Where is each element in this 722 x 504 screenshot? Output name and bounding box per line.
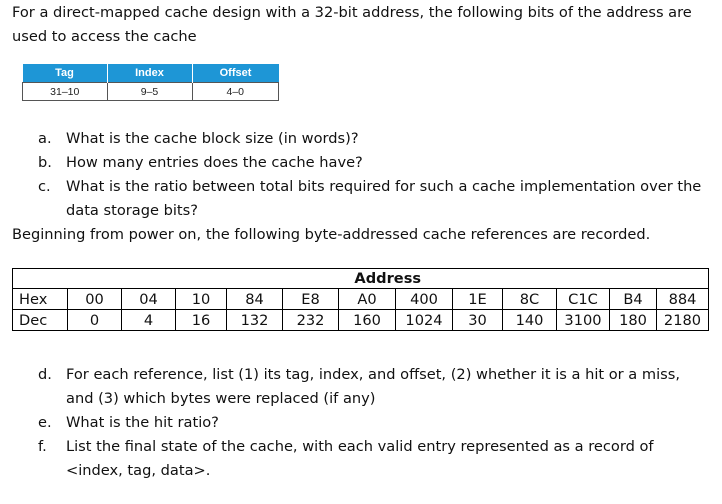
dec-cell: 4 (122, 310, 176, 331)
hex-cell: 8C (503, 289, 557, 310)
question-text: What is the hit ratio? (66, 414, 219, 431)
dec-cell: 0 (68, 310, 122, 331)
address-title: Address (68, 269, 709, 289)
bit-field-header-row (23, 64, 279, 83)
dec-cell: 1024 (396, 310, 453, 331)
hex-cell: 84 (227, 289, 283, 310)
question-letter: a. (38, 130, 52, 147)
index-header: Index (107, 64, 192, 83)
dec-cell: 232 (283, 310, 339, 331)
dec-cell: 3100 (557, 310, 610, 331)
dec-cell: 132 (227, 310, 283, 331)
dec-cell: 160 (339, 310, 396, 331)
hex-row (13, 289, 709, 310)
hex-cell: 1E (453, 289, 503, 310)
hex-cell: A0 (339, 289, 396, 310)
address-table (12, 268, 709, 331)
intro-paragraph: For a direct-mapped cache design with a 32-bit address, the following bits of the address are used to access the cache (12, 4, 692, 45)
dec-cell: 16 (176, 310, 227, 331)
question-c (38, 175, 708, 223)
question-text: What is the ratio between total bits required for such a cache implementation over the data storage bits? (66, 178, 702, 219)
bit-field-value-row (23, 83, 279, 101)
hex-cell: 400 (396, 289, 453, 310)
question-f (38, 435, 710, 483)
hex-cell: 10 (176, 289, 227, 310)
dec-row (13, 310, 709, 331)
question-letter: e. (38, 414, 52, 431)
hex-cell: 884 (657, 289, 709, 310)
tag-bits: 31–10 (23, 83, 108, 101)
question-letter: c. (38, 178, 51, 195)
hex-cell: B4 (610, 289, 657, 310)
dec-cell: 140 (503, 310, 557, 331)
hex-cell: 04 (122, 289, 176, 310)
tag-header: Tag (23, 64, 108, 83)
row-label: Hex (13, 289, 68, 310)
offset-header: Offset (192, 64, 279, 83)
question-list-def (38, 363, 710, 483)
offset-bits: 4–0 (192, 83, 279, 101)
question-text: For each reference, list (1) its tag, index, and offset, (2) whether it is a hit or a miss, and (3) which bytes were replaced (if any) (66, 366, 680, 407)
question-e (38, 411, 710, 435)
dec-cell: 2180 (657, 310, 709, 331)
question-list-abc (38, 127, 708, 223)
hex-cell: E8 (283, 289, 339, 310)
address-title-row (13, 269, 709, 289)
question-text: How many entries does the cache have? (66, 154, 363, 171)
index-bits: 9–5 (107, 83, 192, 101)
hex-cell: C1C (557, 289, 610, 310)
question-d (38, 363, 710, 411)
dec-cell: 180 (610, 310, 657, 331)
question-b (38, 151, 708, 175)
question-text: What is the cache block size (in words)? (66, 130, 359, 147)
question-a (38, 127, 708, 151)
dec-cell: 30 (453, 310, 503, 331)
row-label: Dec (13, 310, 68, 331)
question-letter: b. (38, 154, 52, 171)
question-letter: d. (38, 366, 52, 383)
question-letter: f. (38, 438, 47, 455)
question-text: List the final state of the cache, with each valid entry represented as a record of <index, tag, data>. (66, 438, 654, 479)
references-intro: Beginning from power on, the following byte-addressed cache references are recorded. (12, 226, 651, 243)
hex-cell: 00 (68, 289, 122, 310)
bit-field-table (22, 64, 279, 101)
